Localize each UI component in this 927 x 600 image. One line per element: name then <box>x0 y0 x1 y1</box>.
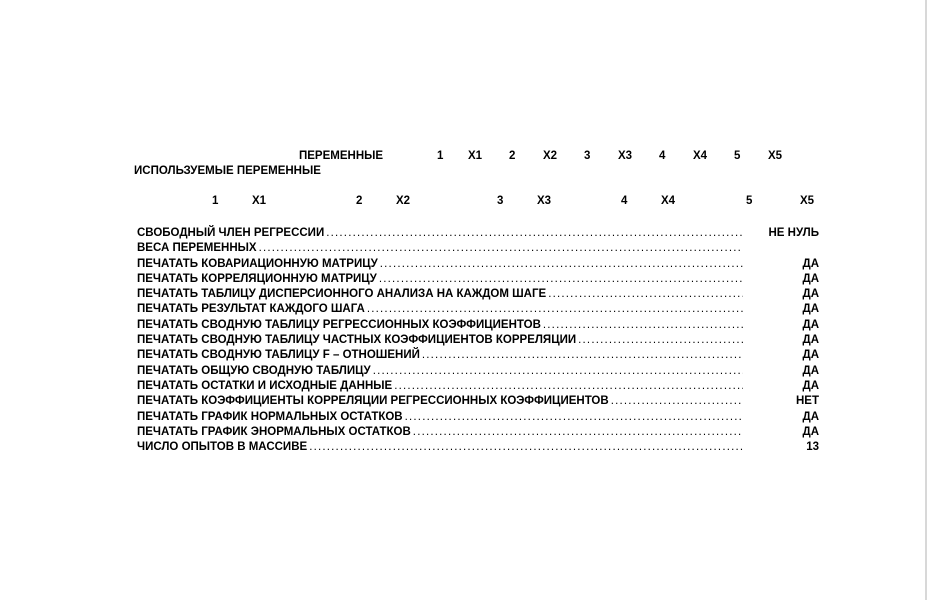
dot-leader <box>422 348 743 363</box>
used-variable-index: 4 <box>621 195 628 207</box>
used-variable-index: 2 <box>356 195 363 207</box>
options-list <box>137 226 819 455</box>
variable-index: 1 <box>437 150 444 162</box>
option-row-step-results <box>137 302 819 317</box>
variable-name: X5 <box>768 150 783 162</box>
dot-leader <box>373 364 743 379</box>
option-value: ДА <box>802 257 819 270</box>
dot-leader <box>394 379 743 394</box>
option-row-residuals-data <box>137 379 819 394</box>
used-variable-name: X5 <box>800 195 815 207</box>
dot-leader <box>379 272 743 287</box>
used-variable-name: X1 <box>252 195 267 207</box>
variable-index: 3 <box>584 150 591 162</box>
option-value: ДА <box>802 334 819 347</box>
variable-name: X4 <box>693 150 708 162</box>
option-label: ВЕСА ПЕРЕМЕННЫХ <box>137 242 257 255</box>
option-value: НЕ НУЛЬ <box>768 227 819 239</box>
used-variable-index: 5 <box>746 195 753 207</box>
dot-leader <box>309 440 743 455</box>
variable-index: 2 <box>509 150 516 162</box>
option-label: ПЕЧАТАТЬ КОРРЕЛЯЦИОННУЮ МАТРИЦУ <box>137 272 377 285</box>
option-label: ПЕЧАТАТЬ СВОДНУЮ ТАБЛИЦУ F – ОТНОШЕНИЙ <box>137 349 420 362</box>
used-variables-row <box>0 195 927 209</box>
option-label: ПЕЧАТАТЬ РЕЗУЛЬТАТ КАЖДОГО ШАГА <box>137 303 365 316</box>
option-label: ПЕЧАТАТЬ ОБЩУЮ СВОДНУЮ ТАБЛИЦУ <box>137 364 371 377</box>
used-variable-index: 3 <box>497 195 504 207</box>
variables-header-row <box>0 150 927 164</box>
dot-leader <box>405 410 743 425</box>
option-value: ДА <box>802 303 819 316</box>
option-value: ДА <box>802 379 819 392</box>
used-variable-name: X4 <box>661 195 676 207</box>
option-value: ДА <box>802 364 819 377</box>
dot-leader <box>548 287 743 302</box>
option-label: СВОБОДНЫЙ ЧЛЕН РЕГРЕССИИ <box>137 227 325 239</box>
option-label: ПЕЧАТАТЬ СВОДНУЮ ТАБЛИЦУ ЧАСТНЫХ КОЭФФИЦИЕНТОВ КОРРЕЛЯЦИИ <box>137 334 577 347</box>
option-label: ПЕЧАТАТЬ КОВАРИАЦИОННУЮ МАТРИЦУ <box>137 257 378 270</box>
option-value: ДА <box>802 318 819 331</box>
option-value: ДА <box>802 349 819 362</box>
variable-name: X3 <box>618 150 633 162</box>
dot-leader <box>259 241 743 256</box>
option-value: ДА <box>802 272 819 285</box>
option-label: ПЕЧАТАТЬ ГРАФИК ЭНОРМАЛЬНЫХ ОСТАТКОВ <box>137 425 411 438</box>
option-label: ЧИСЛО ОПЫТОВ В МАССИВЕ <box>137 441 308 454</box>
option-row-covariance-matrix <box>137 257 819 272</box>
variable-index: 5 <box>734 150 741 162</box>
option-row-regression-coefficients <box>137 318 819 333</box>
dot-leader <box>543 318 743 333</box>
option-value: ДА <box>802 410 819 423</box>
dot-leader <box>326 226 743 241</box>
dot-leader <box>578 333 743 348</box>
variables-label: ПЕРЕМЕННЫЕ <box>299 150 384 162</box>
dot-leader <box>611 394 743 409</box>
variable-name: X2 <box>543 150 558 162</box>
option-row-intercept <box>137 226 819 241</box>
used-variable-name: X2 <box>396 195 411 207</box>
option-value: ДА <box>802 425 819 438</box>
option-value: НЕТ <box>796 395 819 408</box>
variable-index: 4 <box>659 150 666 162</box>
option-label: ПЕЧАТАТЬ СВОДНУЮ ТАБЛИЦУ РЕГРЕССИОННЫХ КОЭФФИЦИЕНТОВ <box>137 318 541 331</box>
option-row-f-ratios <box>137 348 819 363</box>
option-row-abnormal-residuals-plot <box>137 425 819 440</box>
option-row-correlation-matrix <box>137 272 819 287</box>
dot-leader <box>380 257 743 272</box>
option-label: ПЕЧАТАТЬ КОЭФФИЦИЕНТЫ КОРРЕЛЯЦИИ РЕГРЕССИОННЫХ КОЭФФИЦИЕНТОВ <box>137 395 609 408</box>
used-variables-label: ИСПОЛЬЗУЕМЫЕ ПЕРЕМЕННЫЕ <box>134 165 321 177</box>
option-row-normal-residuals-plot <box>137 410 819 425</box>
option-row-coefficient-correlations <box>137 394 819 409</box>
option-row-general-summary <box>137 364 819 379</box>
dot-leader <box>413 425 743 440</box>
option-row-partial-correlations <box>137 333 819 348</box>
option-row-observation-count <box>137 440 819 455</box>
used-variable-index: 1 <box>212 195 219 207</box>
used-variable-name: X3 <box>537 195 552 207</box>
option-label: ПЕЧАТАТЬ ГРАФИК НОРМАЛЬНЫХ ОСТАТКОВ <box>137 410 403 423</box>
option-label: ПЕЧАТАТЬ ОСТАТКИ И ИСХОДНЫЕ ДАННЫЕ <box>137 379 393 392</box>
dot-leader <box>367 302 743 317</box>
option-row-weights <box>137 241 819 256</box>
option-value: ДА <box>802 288 819 301</box>
option-value: 13 <box>806 441 819 454</box>
variable-name: X1 <box>468 150 483 162</box>
option-row-anova-each-step <box>137 287 819 302</box>
option-label: ПЕЧАТАТЬ ТАБЛИЦУ ДИСПЕРСИОННОГО АНАЛИЗА НА КАЖДОМ ШАГЕ <box>137 288 547 301</box>
